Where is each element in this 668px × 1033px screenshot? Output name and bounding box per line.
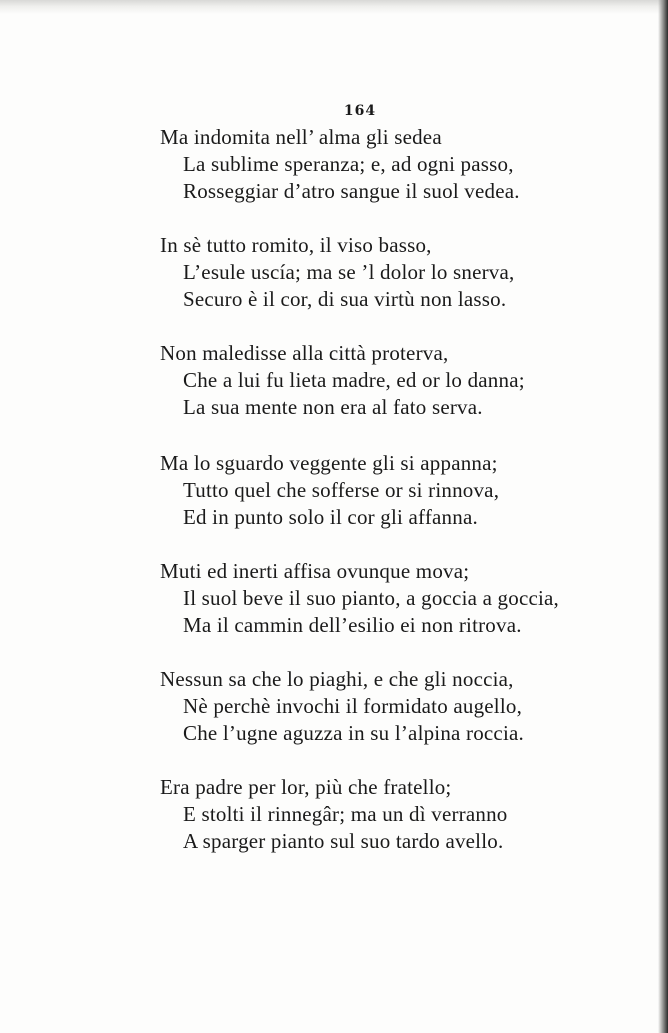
verse-line: Il suol beve il suo pianto, a goccia a goccia, [183, 586, 559, 610]
verse-line: Tutto quel che sofferse or si rinnova, [183, 478, 500, 502]
verse-line: Securo è il cor, di sua virtù non lasso. [183, 287, 507, 311]
verse-line: Ma lo sguardo veggente gli si appanna; [160, 451, 498, 475]
page-number: 164 [343, 103, 377, 119]
verse-line: Che a lui fu lieta madre, ed or lo danna; [183, 368, 525, 392]
verse-line: Che l’ugne aguzza in su l’alpina roccia. [183, 721, 524, 745]
verse-line: Ma indomita nell’ alma gli sedea [160, 125, 442, 149]
verse-line: Muti ed inerti affisa ovunque mova; [160, 559, 470, 583]
verse-line: La sublime speranza; e, ad ogni passo, [183, 152, 514, 176]
verse-line: Ma il cammin dell’esilio ei non ritrova. [183, 613, 522, 637]
verse-line: Nè perchè invochi il formidato augello, [183, 694, 523, 718]
verse-line: Era padre per lor, più che fratello; [160, 775, 452, 799]
verse-line: Rosseggiar d’atro sangue il suol vedea. [183, 179, 520, 203]
verse-line: La sua mente non era al fato serva. [183, 395, 483, 419]
verse-line: Non maledisse alla città proterva, [160, 341, 449, 365]
verse-line: A sparger pianto sul suo tardo avello. [183, 829, 504, 853]
page-top-edge [0, 0, 668, 14]
page-binding-shadow [658, 0, 668, 1033]
verse-line: In sè tutto romito, il viso basso, [160, 233, 432, 257]
verse-line: E stolti il rinnegâr; ma un dì verranno [183, 802, 508, 826]
verse-line: Ed in punto solo il cor gli affanna. [183, 505, 478, 529]
verse-line: L’esule uscía; ma se ’l dolor lo snerva, [183, 260, 515, 284]
verse-line: Nessun sa che lo piaghi, e che gli noccia, [160, 667, 514, 691]
